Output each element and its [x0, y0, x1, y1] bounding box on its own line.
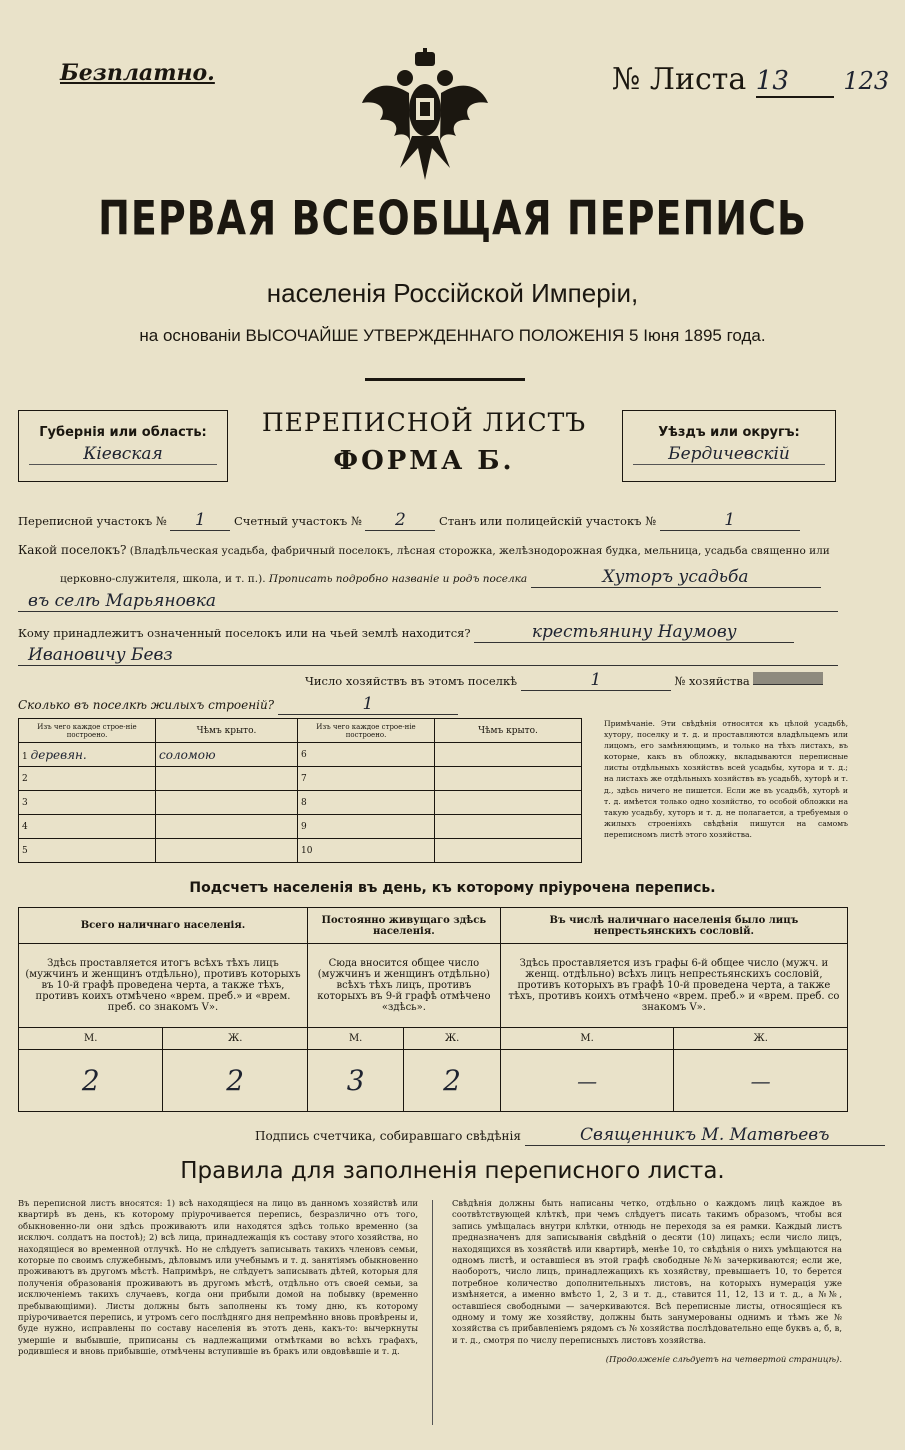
- page-title: ПЕРВАЯ ВСЕОБЩАЯ ПЕРЕПИСЬ: [98, 190, 807, 246]
- population-values-row: [19, 1050, 848, 1112]
- form-title: ПЕРЕПИСНОЙ ЛИСТЪ: [261, 408, 587, 437]
- owner-value-2: Ивановичу Бевз: [28, 645, 173, 665]
- col-roof-header: Чѣмъ крыто.: [156, 719, 298, 743]
- settlement-value: Хуторъ усадьба: [602, 567, 749, 587]
- free-of-charge-label: Безплатно.: [60, 60, 215, 86]
- province-box: [18, 410, 228, 482]
- table-row: 5 10: [19, 839, 582, 863]
- male-header-2: М.: [307, 1028, 403, 1050]
- total-male-value: 2: [19, 1050, 163, 1112]
- enumerator-signature: [255, 1125, 885, 1146]
- sheet-label: № Листа: [612, 62, 747, 97]
- census-area-value: 1: [194, 510, 206, 530]
- roof-value: соломою: [159, 747, 216, 762]
- owner-value: крестьянину Наумову: [531, 622, 737, 642]
- permanent-population-header: Постоянно живущаго здѣсь населенія.: [307, 908, 500, 944]
- population-title: Подсчетъ населенія въ день, къ которому пріурочена перепись.: [189, 880, 716, 896]
- non-peasant-male-value: —: [500, 1050, 674, 1112]
- signature-label: Подпись счетчика, собиравшаго свѣдѣнія: [255, 1129, 521, 1143]
- census-area-label: Переписной участокъ №: [18, 514, 167, 528]
- female-header-3: Ж.: [674, 1028, 848, 1050]
- settlement-line-2: [60, 567, 821, 588]
- permanent-population-text: Сюда вносится общее число (мужчинъ и женщинъ отдѣльно) всѣхъ тѣхъ лицъ, противъ которыхъ въ 9-й графѣ отмѣчено «здѣсь».: [307, 944, 500, 1028]
- district-value: Бердичевскій: [633, 444, 825, 465]
- buildings-label: Сколько въ поселкѣ жилыхъ строеній?: [18, 698, 275, 712]
- non-peasant-text: Здѣсь проставляется изъ графы 6-й общее число (мужч. и женщ. отдѣльно) всѣхъ лицъ непрестьянскихъ сословій, противъ которыхъ въ графѣ 10-й проведена черта, а также тѣхъ, противъ коихъ отмѣчено «врем. преб.» и «врем. преб. со знакомъ V».: [500, 944, 847, 1028]
- total-population-header: Всего наличнаго населенія.: [19, 908, 308, 944]
- settlement-value-2: въ селѣ Марьяновка: [28, 591, 216, 611]
- households-value: 1: [590, 670, 602, 690]
- household-number-value: [753, 672, 823, 685]
- owner-label: Кому принадлежитъ означенный поселокъ или на чьей землѣ находится?: [18, 626, 471, 640]
- buildings-line: [18, 694, 458, 715]
- sheet-number: [612, 62, 889, 98]
- total-female-value: 2: [163, 1050, 307, 1112]
- table-row: 4 9: [19, 815, 582, 839]
- count-area-label: Счетный участокъ №: [234, 514, 362, 528]
- rules-left-column: Въ переписной листъ вносятся: 1) всѣ находящіеся на лицо въ данномъ хозяйствѣ или квартирѣ въ день, къ которому пріурочивается перепись, безразлично отъ того, обыкновенно-ли они здѣсь проживаютъ или находятся здѣсь только временно (за исключ. солдатъ на постоѣ); 2) всѣ лица, принадлежащія къ составу этого хозяйства, но находящіеся во временной отлучкѣ. Но не слѣдуетъ записывать такихъ членовъ семьи, которые по своимъ служебнымъ, дѣловымъ или учебнымъ и т. д. занятіямъ обыкновенно проживаютъ въ другомъ мѣстѣ. Напримѣръ, не слѣдуетъ записывать дѣтей, которыя для полученія образованія проживаютъ въ другомъ мѣстѣ, отдѣльно отъ своей семьи, за исключеніемъ такихъ случаевъ, когда они прибыли домой на побывку (временно пребывающіими). Листы должны быть заполнены къ тому дню, къ которому пріурочивается перепись, и утромъ сего послѣдняго дня непремѣнно вновь провѣрены и, буде нужно, исправлены по составу населенія въ этотъ день, какъ-то: вычеркнуты умершіе и выбывшіе, приписаны съ надлежащими отмѣтками во всѣхъ графахъ, родившіеся и вновь прибывшіе, отмѣчены вступившіе въ бракъ или овдовѣвшіе и т. д.: [18, 1198, 418, 1357]
- table-row: 2 7: [19, 767, 582, 791]
- area-line: [18, 510, 800, 531]
- household-number-label: № хозяйства: [674, 674, 750, 688]
- police-area-label: Станъ или полицейскій участокъ №: [439, 514, 657, 528]
- male-header: М.: [19, 1028, 163, 1050]
- imperial-eagle-emblem: [360, 48, 490, 183]
- sheet-number-value: 13: [756, 66, 834, 98]
- population-table: [18, 907, 848, 1112]
- households-label: Число хозяйствъ въ этомъ поселкѣ: [305, 674, 518, 688]
- col-built-header-2: Изъ чего каждое строе-ніе построено.: [298, 719, 435, 743]
- rules-title: Правила для заполненія переписного листа.: [180, 1158, 725, 1184]
- continued-note: (Продолженіе слѣдуетъ на четвертой страницѣ).: [605, 1354, 842, 1365]
- owner-line-2: [18, 645, 838, 666]
- female-header-2: Ж.: [404, 1028, 500, 1050]
- buildings-value: 1: [362, 694, 374, 714]
- form-name: ФОРМА Б.: [333, 446, 515, 476]
- owner-line: [18, 622, 794, 643]
- built-value: деревян.: [30, 747, 87, 762]
- page-subtitle: населенія Россійской Имперіи,: [266, 278, 639, 308]
- table-row: 3 8: [19, 791, 582, 815]
- female-header: Ж.: [163, 1028, 307, 1050]
- buildings-table: [18, 718, 582, 863]
- column-divider: [432, 1200, 433, 1425]
- police-area-value: 1: [724, 510, 736, 530]
- count-area-value: 2: [394, 510, 406, 530]
- sheet-number-extra: 123: [843, 67, 890, 95]
- province-value: Кіевская: [29, 444, 217, 465]
- settlement-hint: (Владѣльческая усадьба, фабричный поселокъ, лѣсная сторожка, желѣзнодорожная будка, мельница, усадьба священно или: [129, 545, 830, 557]
- col-roof-header-2: Чѣмъ крыто.: [435, 719, 582, 743]
- divider: [365, 378, 525, 381]
- settlement-hint-3: Прописать подробно названіе и родъ поселка: [268, 573, 528, 585]
- settlement-label: Какой поселокъ?: [18, 543, 127, 557]
- buildings-note: Примѣчаніе. Эти свѣдѣнія относятся къ цѣлой усадьбѣ, хутору, поселку и т. д. и проставляются владѣльцемъ или лицомъ, его замѣняющимъ, и только на тѣхъ листахъ, въ которые, какъ въ обложку, вкладываются переписные листы отдѣльныхъ хозяйствъ всей усадьбы, хутора и т. д.; на листахъ же отдѣльныхъ хозяйствъ въ усадьбѣ, хуторѣ и т. д., здѣсь ничего не пишется. Если же въ усадьбѣ, хуторѣ и т. д. имѣется только одно хозяйство, то особой обложки на такую усадьбу, хуторъ и т. д. не полагается, а требуемыя о жилыхъ строеніяхъ свѣдѣнія пишутся на самомъ переписномъ листѣ этого хозяйства.: [604, 719, 848, 839]
- permanent-female-value: 2: [404, 1050, 500, 1112]
- district-box: [622, 410, 836, 482]
- households-line: [305, 670, 823, 691]
- settlement-line-3: [18, 591, 838, 612]
- non-peasant-header: Въ числѣ наличнаго населенія было лицъ непрестьянскихъ сословій.: [500, 908, 847, 944]
- male-header-3: М.: [500, 1028, 674, 1050]
- district-label: Уѣздъ или округъ:: [658, 425, 800, 440]
- settlement-hint-2: церковно-служителя, школа, и т. п.).: [60, 573, 266, 585]
- permanent-male-value: 3: [307, 1050, 403, 1112]
- province-label: Губернія или область:: [39, 425, 207, 440]
- signature-value: Священникъ М. Матвѣевъ: [579, 1125, 830, 1145]
- col-built-header: Изъ чего каждое строе-ніе построено.: [19, 719, 156, 743]
- table-row: 1 деревян. соломою 6: [19, 743, 582, 767]
- rules-right-column: [452, 1198, 842, 1366]
- rules-right-text: Свѣдѣнія должны быть написаны четко, отдѣльно о каждомъ лицѣ каждое въ соотвѣтствующей клѣткѣ, при чемъ слѣдуетъ писать такимъ образомъ, чтобы вся запись умѣщалась внутри клѣтки, отнюдь не переходя за ея рамки. Каждый листъ предназначенъ для записыванія свѣдѣній о десяти (10) лицахъ; если число лицъ, находящихся въ хозяйствѣ или квартирѣ, менѣе 10, то свѣдѣнія о нихъ умѣщаются на одномъ листѣ, и оставшіеся въ этой графѣ свободные №№ зачеркиваются; если же, наоборотъ, число лицъ, принадлежащихъ къ хозяйству, превышаетъ 10, то берется потребное количество дополнительныхъ листовъ, на которыхъ нумерація уже измѣняется, а именно вмѣсто 1, 2, 3 и т. д., ставится 11, 12, 13 и т. д., а №№, оставшіеся свободными — зачеркиваются. Всѣ переписные листы, относящіеся къ одному и тому же хозяйству, должны быть занумерованы однимъ и тѣмъ же № хозяйства съ прибавленіемъ рядомъ съ № хозяйства послѣдовательно еще буквъ а, б, в, и т. д., смотря по числу переписныхъ листовъ хозяйства.: [452, 1198, 842, 1345]
- legal-basis: на основаніи ВЫСОЧАЙШЕ УТВЕРЖДЕННАГО ПОЛОЖЕНІЯ 5 Іюня 1895 года.: [139, 326, 766, 345]
- non-peasant-female-value: —: [674, 1050, 848, 1112]
- total-population-text: Здѣсь проставляется итогъ всѣхъ тѣхъ лицъ (мужчинъ и женщинъ отдѣльно), противъ которыхъ въ 10-й графѣ проведена черта, а также тѣхъ, противъ коихъ отмѣчено «врем. преб.» и «врем. преб. со знакомъ V».: [19, 944, 308, 1028]
- settlement-line: [18, 543, 830, 557]
